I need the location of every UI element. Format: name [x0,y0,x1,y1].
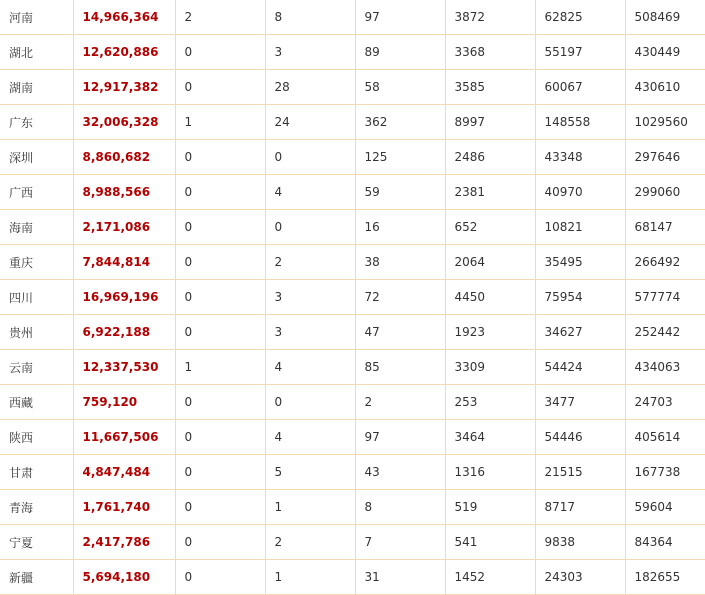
value-cell: 125 [355,140,445,175]
value-cell: 59 [355,175,445,210]
value-cell: 430610 [625,70,705,105]
value-cell: 8 [265,0,355,35]
province-cell: 深圳 [0,140,73,175]
province-cell: 贵州 [0,315,73,350]
value-cell: 0 [175,245,265,280]
province-cell: 海南 [0,210,73,245]
value-cell: 3 [265,280,355,315]
value-cell: 519 [445,490,535,525]
value-cell: 97 [355,0,445,35]
province-cell: 四川 [0,280,73,315]
table-row [0,280,705,315]
value-cell: 3464 [445,420,535,455]
value-cell: 2 [175,0,265,35]
value-cell: 72 [355,280,445,315]
value-cell: 58 [355,70,445,105]
province-cell: 广西 [0,175,73,210]
value-cell: 3477 [535,385,625,420]
value-cell: 1 [265,560,355,595]
value-cell: 38 [355,245,445,280]
table-row [0,35,705,70]
value-cell: 1 [175,350,265,385]
value-cell: 43 [355,455,445,490]
value-cell: 7 [355,525,445,560]
population-cell: 4,847,484 [73,455,175,490]
value-cell: 40970 [535,175,625,210]
value-cell: 577774 [625,280,705,315]
table-row [0,175,705,210]
value-cell: 60067 [535,70,625,105]
value-cell: 1452 [445,560,535,595]
population-cell: 11,667,506 [73,420,175,455]
value-cell: 2064 [445,245,535,280]
population-cell: 2,417,786 [73,525,175,560]
value-cell: 434063 [625,350,705,385]
table-row [0,0,705,35]
value-cell: 89 [355,35,445,70]
population-cell: 12,620,886 [73,35,175,70]
value-cell: 0 [175,420,265,455]
value-cell: 28 [265,70,355,105]
value-cell: 24 [265,105,355,140]
province-cell: 湖北 [0,35,73,70]
value-cell: 4 [265,420,355,455]
value-cell: 75954 [535,280,625,315]
table-row [0,525,705,560]
value-cell: 0 [175,70,265,105]
value-cell: 54446 [535,420,625,455]
value-cell: 252442 [625,315,705,350]
value-cell: 2 [265,245,355,280]
population-cell: 12,337,530 [73,350,175,385]
value-cell: 55197 [535,35,625,70]
value-cell: 253 [445,385,535,420]
value-cell: 0 [265,210,355,245]
value-cell: 3 [265,35,355,70]
population-cell: 12,917,382 [73,70,175,105]
value-cell: 9838 [535,525,625,560]
value-cell: 2 [265,525,355,560]
value-cell: 266492 [625,245,705,280]
population-cell: 2,171,086 [73,210,175,245]
value-cell: 362 [355,105,445,140]
value-cell: 0 [175,175,265,210]
value-cell: 297646 [625,140,705,175]
province-cell: 宁夏 [0,525,73,560]
value-cell: 35495 [535,245,625,280]
value-cell: 68147 [625,210,705,245]
value-cell: 2486 [445,140,535,175]
value-cell: 0 [175,455,265,490]
table-row [0,315,705,350]
value-cell: 0 [265,140,355,175]
value-cell: 10821 [535,210,625,245]
value-cell: 54424 [535,350,625,385]
value-cell: 541 [445,525,535,560]
table-row [0,350,705,385]
table-row [0,245,705,280]
value-cell: 16 [355,210,445,245]
value-cell: 3368 [445,35,535,70]
value-cell: 167738 [625,455,705,490]
table-row [0,420,705,455]
table-row [0,560,705,595]
value-cell: 62825 [535,0,625,35]
value-cell: 34627 [535,315,625,350]
population-cell: 8,988,566 [73,175,175,210]
table-row [0,490,705,525]
value-cell: 148558 [535,105,625,140]
value-cell: 405614 [625,420,705,455]
value-cell: 2381 [445,175,535,210]
value-cell: 652 [445,210,535,245]
value-cell: 85 [355,350,445,385]
value-cell: 0 [175,140,265,175]
value-cell: 0 [175,280,265,315]
province-cell: 西藏 [0,385,73,420]
population-cell: 6,922,188 [73,315,175,350]
table-row [0,385,705,420]
population-cell: 32,006,328 [73,105,175,140]
value-cell: 1 [175,105,265,140]
value-cell: 8717 [535,490,625,525]
value-cell: 299060 [625,175,705,210]
province-cell: 云南 [0,350,73,385]
population-cell: 8,860,682 [73,140,175,175]
value-cell: 21515 [535,455,625,490]
table-row [0,70,705,105]
table-row [0,105,705,140]
value-cell: 1 [265,490,355,525]
value-cell: 24703 [625,385,705,420]
province-cell: 青海 [0,490,73,525]
table-row [0,140,705,175]
value-cell: 1316 [445,455,535,490]
province-cell: 重庆 [0,245,73,280]
table-row [0,210,705,245]
population-cell: 5,694,180 [73,560,175,595]
province-cell: 广东 [0,105,73,140]
value-cell: 3872 [445,0,535,35]
value-cell: 43348 [535,140,625,175]
value-cell: 0 [175,560,265,595]
value-cell: 59604 [625,490,705,525]
value-cell: 430449 [625,35,705,70]
value-cell: 0 [175,490,265,525]
value-cell: 0 [265,385,355,420]
province-cell: 湖南 [0,70,73,105]
value-cell: 182655 [625,560,705,595]
value-cell: 8997 [445,105,535,140]
value-cell: 0 [175,385,265,420]
population-cell: 7,844,814 [73,245,175,280]
value-cell: 31 [355,560,445,595]
population-cell: 16,969,196 [73,280,175,315]
province-cell: 甘肃 [0,455,73,490]
value-cell: 4450 [445,280,535,315]
value-cell: 2 [355,385,445,420]
value-cell: 84364 [625,525,705,560]
value-cell: 0 [175,35,265,70]
value-cell: 97 [355,420,445,455]
value-cell: 3309 [445,350,535,385]
province-cell: 新疆 [0,560,73,595]
value-cell: 4 [265,175,355,210]
value-cell: 24303 [535,560,625,595]
value-cell: 0 [175,315,265,350]
value-cell: 5 [265,455,355,490]
value-cell: 4 [265,350,355,385]
value-cell: 1923 [445,315,535,350]
value-cell: 3 [265,315,355,350]
value-cell: 3585 [445,70,535,105]
value-cell: 0 [175,210,265,245]
population-cell: 759,120 [73,385,175,420]
value-cell: 8 [355,490,445,525]
province-cell: 河南 [0,0,73,35]
value-cell: 1029560 [625,105,705,140]
population-cell: 1,761,740 [73,490,175,525]
table-row [0,455,705,490]
population-cell: 14,966,364 [73,0,175,35]
value-cell: 0 [175,525,265,560]
value-cell: 508469 [625,0,705,35]
value-cell: 47 [355,315,445,350]
province-cell: 陕西 [0,420,73,455]
